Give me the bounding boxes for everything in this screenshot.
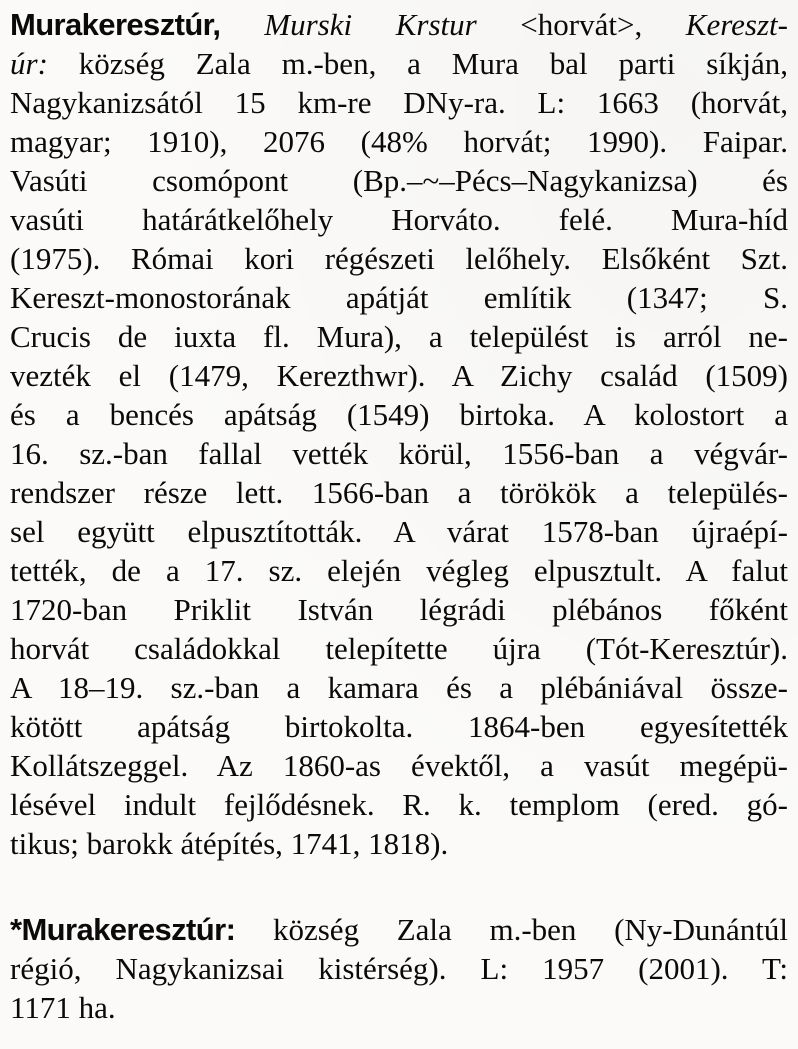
body-text-segment: Kollátszeggel. Az 1860-as évektől, a vasút megépü- [10, 748, 788, 783]
text-line [10, 668, 788, 707]
body-text-segment: tették, de a 17. sz. elején végleg elpusztult. A falut [10, 553, 788, 588]
name-variant: Murski Krstur [264, 7, 477, 42]
body-text-segment: sel együtt elpusztították. A várat 1578-ban újraépí- [10, 514, 788, 549]
body-text-segment: régió, Nagykanizsai kistérség). L: 1957 (2001). T: [10, 951, 788, 986]
body-text-segment: és a bencés apátság (1549) birtoka. A kolostort a [10, 397, 788, 432]
body-text-segment: 16. sz.-ban fallal vették körül, 1556-ban a végvár- [10, 436, 788, 471]
text-line [10, 629, 788, 668]
text-line [10, 161, 788, 200]
body-text-segment: Crucis de iuxta fl. Mura), a települést is arról ne- [10, 319, 788, 354]
body-text-segment: lésével indult fejlődésnek. R. k. templom (ered. gó- [10, 787, 788, 822]
body-text-segment: tikus; barokk átépítés, 1741, 1818). [10, 826, 449, 861]
body-text-segment: 1171 ha. [10, 990, 116, 1025]
text-line [10, 949, 788, 988]
text-line [10, 988, 788, 1027]
body-text-segment: Nagykanizsától 15 km-re DNy-ra. L: 1663 (horvát, [10, 85, 788, 120]
dictionary-entry-murakeresztur-secondary [10, 910, 788, 1027]
body-text-segment: magyar; 1910), 2076 (48% horvát; 1990). Faipar. [10, 124, 788, 159]
body-text-segment: Vasúti csomópont (Bp.–~–Pécs–Nagykanizsa) és [10, 163, 788, 198]
text-line [10, 83, 788, 122]
text-line [10, 278, 788, 317]
name-variant: Kereszt- [685, 7, 788, 42]
name-variant: úr: [10, 46, 48, 81]
text-line [10, 395, 788, 434]
text-line [10, 473, 788, 512]
text-line [10, 122, 788, 161]
text-line [10, 746, 788, 785]
text-line [10, 824, 788, 863]
body-text-segment: Kereszt-monostorának apátját említik (1347; S. [10, 280, 788, 315]
text-line [10, 5, 788, 44]
entry-headword: Murakeresztúr, [10, 7, 265, 42]
body-text-segment: vezték el (1479, Kerezthwr). A Zichy család (1509) [10, 358, 788, 393]
text-line [10, 356, 788, 395]
body-text-segment: kötött apátság birtokolta. 1864-ben egyesítették [10, 709, 788, 744]
entry-headword: *Murakeresztúr: [10, 912, 236, 947]
text-line [10, 512, 788, 551]
body-text-segment: <horvát>, [476, 7, 686, 42]
text-line [10, 317, 788, 356]
body-text-segment: A 18–19. sz.-ban a kamara és a plébániával össze- [10, 670, 788, 705]
body-text-segment: község Zala m.-ben, a Mura bal parti síkján, [47, 46, 788, 81]
text-line [10, 239, 788, 278]
text-line [10, 785, 788, 824]
text-line [10, 707, 788, 746]
text-line [10, 590, 788, 629]
text-line [10, 200, 788, 239]
text-line [10, 551, 788, 590]
body-text-segment: rendszer része lett. 1566-ban a törökök a település- [10, 475, 788, 510]
body-text-segment: vasúti határátkelőhely Horváto. felé. Mura-híd [10, 202, 788, 237]
body-text-segment: 1720-ban Priklit István légrádi plébános főként [10, 592, 788, 627]
text-line [10, 44, 788, 83]
body-text-segment: horvát családokkal telepítette újra (Tót-Keresztúr). [10, 631, 788, 666]
text-line [10, 434, 788, 473]
body-text-segment: község Zala m.-ben (Ny-Dunántúl [235, 912, 788, 947]
dictionary-entry-murakeresztur [10, 5, 788, 863]
text-line [10, 910, 788, 949]
body-text-segment: (1975). Római kori régészeti lelőhely. Elsőként Szt. [10, 241, 788, 276]
